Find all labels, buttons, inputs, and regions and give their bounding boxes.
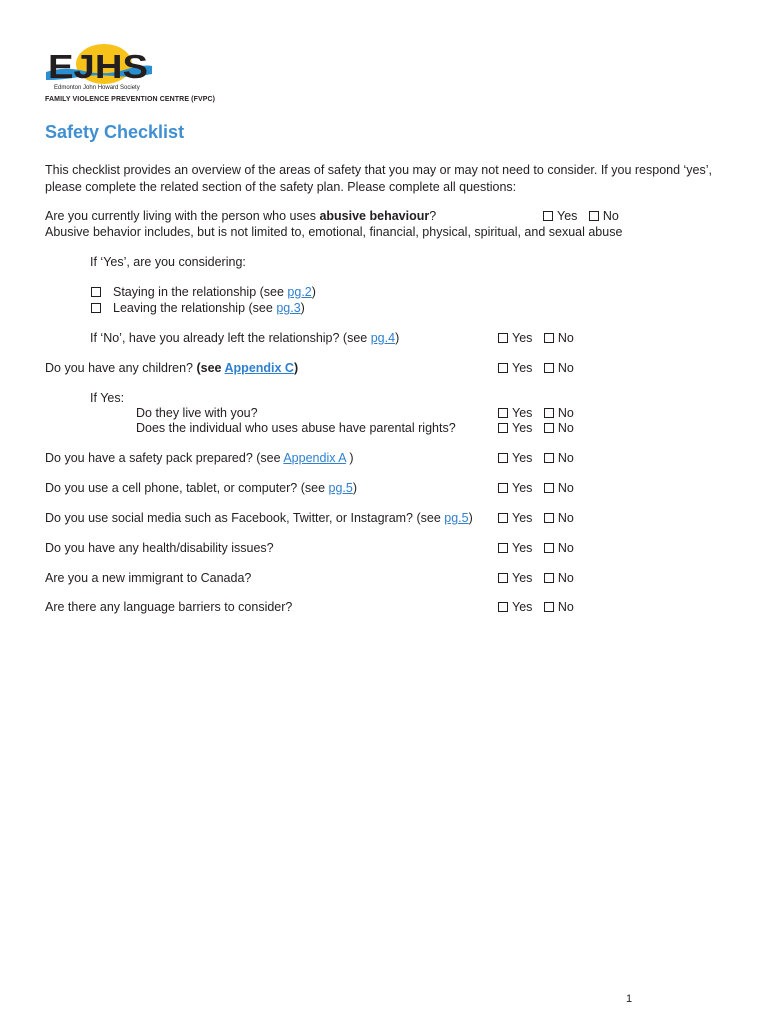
checkbox-staying[interactable] [91,287,101,297]
yes-no-devices: Yes No [498,481,574,496]
checkbox-no[interactable] [544,573,554,583]
question-parental-rights: Does the individual who uses abuse have parental rights? [136,421,456,435]
checkbox-yes[interactable] [543,211,553,221]
if-yes-label: If ‘Yes’, are you considering: [90,255,246,269]
link-pg5[interactable]: pg.5 [444,511,469,525]
checkbox-no[interactable] [544,453,554,463]
option-leaving: Leaving the relationship (see pg.3) [91,301,305,316]
checkbox-no[interactable] [544,543,554,553]
yes-no-social-media: Yes No [498,511,574,526]
checkbox-no[interactable] [544,483,554,493]
question-immigrant: Are you a new immigrant to Canada? [45,571,252,585]
checkbox-no[interactable] [544,333,554,343]
question-devices: Do you use a cell phone, tablet, or computer? (see pg.5) [45,481,358,495]
checkbox-yes[interactable] [498,513,508,523]
option-staying: Staying in the relationship (see pg.2) [91,285,316,300]
yes-no-children: Yes No [498,361,574,376]
logo-text: EJHS [48,48,148,85]
question-left-relationship: If ‘No’, have you already left the relationship? (see pg.4) [90,331,400,345]
yes-no-immigrant: Yes No [498,571,574,586]
logo-subtext: Edmonton John Howard Society [54,85,140,91]
question-health: Do you have any health/disability issues? [45,541,274,555]
checkbox-no[interactable] [544,602,554,612]
yes-no-safety-pack: Yes No [498,451,574,466]
checkbox-yes[interactable] [498,423,508,433]
question-abusive-behaviour: Are you currently living with the person who uses abusive behaviour? [45,209,437,223]
question-language: Are there any language barriers to consider? [45,600,293,614]
checkbox-no[interactable] [589,211,599,221]
checkbox-yes[interactable] [498,602,508,612]
yes-no-parental-rights: Yes No [498,421,574,436]
checkbox-no[interactable] [544,408,554,418]
yes-no-language: Yes No [498,600,574,615]
checkbox-yes[interactable] [498,363,508,373]
page-number: 1 [626,993,633,1005]
checkbox-yes[interactable] [498,333,508,343]
link-pg4[interactable]: pg.4 [370,331,396,345]
checkbox-yes[interactable] [498,453,508,463]
yes-no-abusive-behaviour: Yes No [543,209,619,224]
question-children: Do you have any children? (see Appendix C) [45,361,299,375]
checkbox-yes[interactable] [498,543,508,553]
checkbox-no[interactable] [544,363,554,373]
link-appendix-c[interactable]: Appendix C [224,361,294,375]
checkbox-yes[interactable] [498,573,508,583]
intro-line-1: This checklist provides an overview of the areas of safety that you may or may not need to consider. If you respond ‘yes’, [45,163,713,177]
link-appendix-a[interactable]: Appendix A [283,451,346,465]
org-line: FAMILY VIOLENCE PREVENTION CENTRE (FVPC) [45,96,216,103]
checkbox-no[interactable] [544,513,554,523]
yes-no-live-with-you: Yes No [498,406,574,421]
checkbox-leaving[interactable] [91,303,101,313]
checkbox-yes[interactable] [498,408,508,418]
checkbox-no[interactable] [544,423,554,433]
ejhs-logo [44,44,154,94]
link-pg3[interactable]: pg.3 [276,301,301,315]
yes-no-left-relationship: Yes No [498,331,574,346]
question-social-media: Do you use social media such as Facebook, Twitter, or Instagram? (see pg.5) [45,511,473,525]
children-if-yes-label: If Yes: [90,391,125,405]
abusive-behaviour-note: Abusive behavior includes, but is not limited to, emotional, financial, physical, spiritual, and sexual abuse [45,225,623,239]
intro-line-2: please complete the related section of the safety plan. Please complete all questions: [45,180,517,194]
link-pg2[interactable]: pg.2 [287,285,312,299]
question-safety-pack: Do you have a safety pack prepared? (see Appendix A ) [45,451,354,465]
checkbox-yes[interactable] [498,483,508,493]
yes-no-health: Yes No [498,541,574,556]
link-pg5[interactable]: pg.5 [328,481,353,495]
page-title: Safety Checklist [45,122,185,142]
question-live-with-you: Do they live with you? [136,406,258,420]
